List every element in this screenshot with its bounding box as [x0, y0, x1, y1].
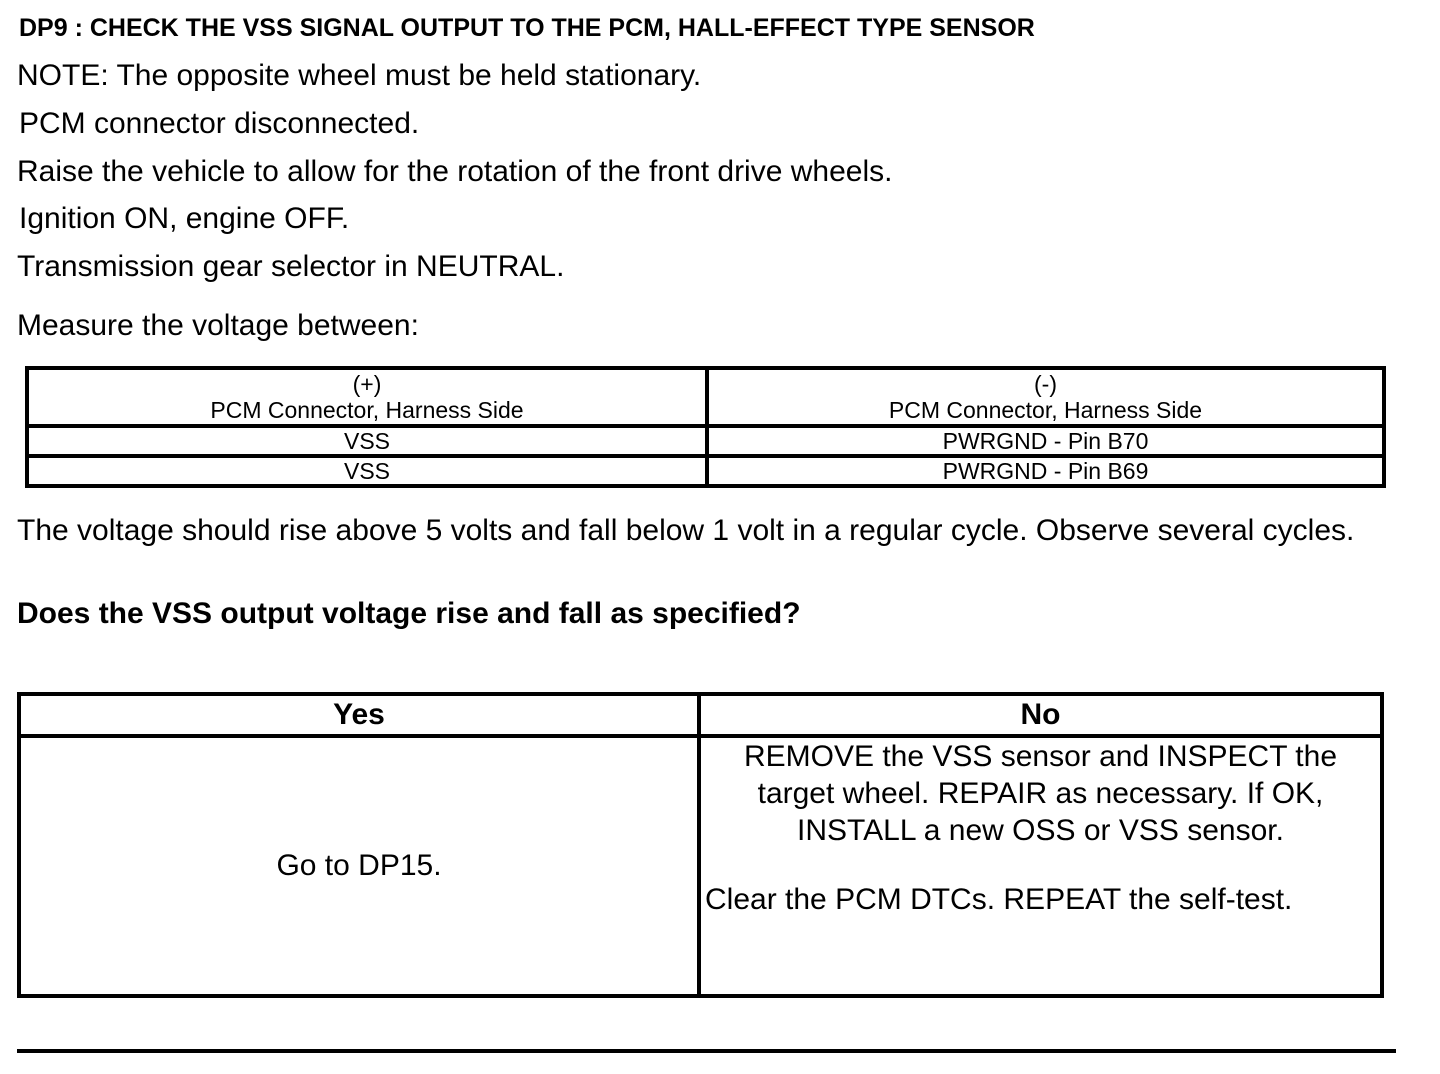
table-row: [27, 426, 1384, 456]
positive-lead-header: [27, 368, 707, 426]
no-action-repair: REMOVE the VSS sensor and INSPECT the target wheel. REPAIR as necessary. If OK, INSTALL a new OSS or VSS sensor.: [743, 740, 1338, 847]
table-cell: VSS: [27, 456, 707, 486]
table-row: [27, 456, 1384, 486]
measurement-table-header: [27, 368, 1384, 426]
decision-table: [17, 692, 1384, 998]
positive-connector-label: PCM Connector, Harness Side: [210, 397, 524, 423]
no-action-cell: [699, 736, 1382, 996]
page-title: DP9 : CHECK THE VSS SIGNAL OUTPUT TO THE PCM, HALL-EFFECT TYPE SENSOR: [19, 14, 1035, 42]
decision-table-row: [19, 736, 1382, 996]
yes-header: Yes: [19, 694, 699, 736]
table-cell: VSS: [27, 426, 707, 456]
measurement-table: [25, 366, 1386, 488]
negative-connector-label: PCM Connector, Harness Side: [888, 397, 1203, 423]
table-cell: PWRGND - Pin B69: [707, 456, 1384, 486]
table-cell: PWRGND - Pin B70: [707, 426, 1384, 456]
note-text: NOTE: The opposite wheel must be held stationary.: [17, 59, 702, 92]
condition-gear-selector: Transmission gear selector in NEUTRAL.: [17, 250, 565, 283]
condition-pcm-disconnected: PCM connector disconnected.: [19, 107, 420, 140]
positive-polarity: (+): [352, 371, 382, 397]
negative-lead-header: [707, 368, 1384, 426]
measure-intro: Measure the voltage between:: [17, 309, 419, 342]
yes-action: Go to DP15.: [19, 736, 699, 996]
decision-table-header: [19, 694, 1382, 736]
condition-raise-vehicle: Raise the vehicle to allow for the rotation of the front drive wheels.: [17, 155, 893, 188]
expected-result-text: The voltage should rise above 5 volts and fall below 1 volt in a regular cycle. Observe several cycles.: [17, 514, 1355, 547]
no-action-clear-dtcs: Clear the PCM DTCs. REPEAT the self-test.: [705, 883, 1293, 916]
no-header: No: [699, 694, 1382, 736]
condition-ignition: Ignition ON, engine OFF.: [19, 202, 350, 235]
decision-question: Does the VSS output voltage rise and fall as specified?: [17, 597, 801, 630]
negative-polarity: (-): [1034, 371, 1057, 397]
bottom-divider: [17, 1049, 1396, 1053]
